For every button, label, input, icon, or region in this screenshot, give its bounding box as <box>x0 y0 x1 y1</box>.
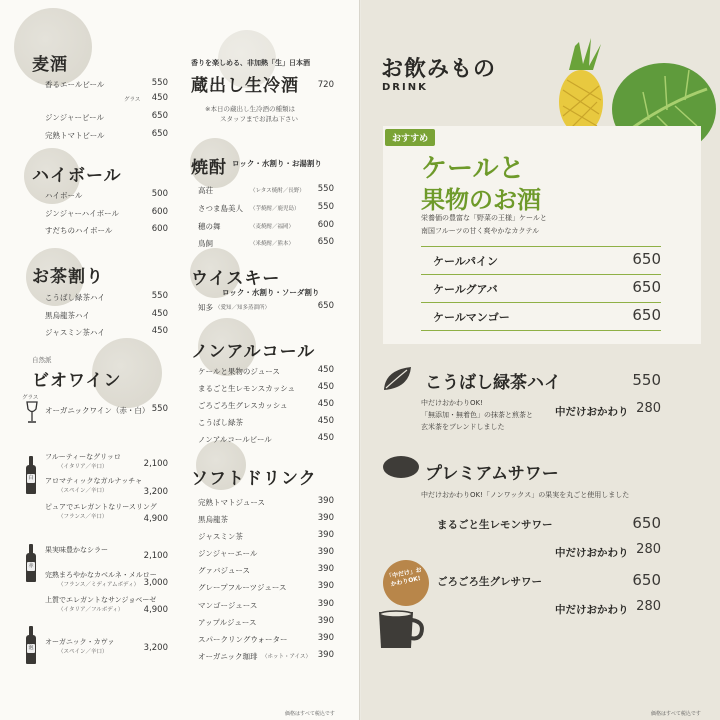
tax-note: 価格はすべて税込です <box>651 711 701 717</box>
red-wine-bottle-icon: 赤 <box>26 544 36 582</box>
menu-item-price: 650 <box>632 514 661 532</box>
menu-item-price: 600 <box>151 207 168 217</box>
refill-ok-note: 中だけおかわりOK! <box>421 399 483 407</box>
menu-item-price: 550 <box>151 78 168 88</box>
kale-description: 栄養価の豊富な「野菜の王様」ケールと <box>421 214 547 222</box>
menu-item-name: ケールグアバ <box>433 283 498 296</box>
wine-origin: （スペイン／辛口） <box>58 488 108 494</box>
section-title-bio-wine: ビオワイン <box>32 371 122 391</box>
menu-item-name: グレープフルーツジュース <box>198 583 287 592</box>
section-title-shochu: 焼酎 <box>191 158 227 178</box>
glass-label: グラス <box>22 395 39 401</box>
menu-item-price: 390 <box>317 650 334 660</box>
wine-name: フルーティーなグリッロ <box>45 453 121 461</box>
premium-sour-title: プレミアムサワー <box>425 464 559 484</box>
wine-origin: （フランス／辛口） <box>58 514 108 520</box>
menu-item-price: 390 <box>317 616 334 626</box>
menu-item-price: 650 <box>151 129 168 139</box>
sake-price: 720 <box>317 80 334 90</box>
menu-item-price: 550 <box>151 291 168 301</box>
divider <box>421 246 661 247</box>
section-title-highball: ハイボール <box>32 166 122 186</box>
menu-item-name: ジャスミン茶ハイ <box>45 328 105 337</box>
wine-origin: （スペイン／辛口） <box>58 649 108 655</box>
page-title: お飲みもの <box>381 57 497 82</box>
menu-item-price: 600 <box>317 220 334 230</box>
menu-item-name: ジンジャーハイボール <box>45 209 119 218</box>
menu-item-price: 550 <box>317 184 334 194</box>
menu-item-price: 650 <box>317 237 334 247</box>
menu-item-origin: （麦焼酎／福岡） <box>250 224 295 230</box>
section-title-sake: 蔵出し生冷酒 <box>191 76 299 96</box>
whisky-serving-styles: ロック・水割り・ソーダ割り <box>222 288 320 297</box>
menu-item-origin: （レタス焼酎／長野） <box>250 188 305 194</box>
menu-item-price: 600 <box>151 224 168 234</box>
menu-item-price: 390 <box>317 530 334 540</box>
green-tea-hi-price: 550 <box>632 371 661 389</box>
menu-item-price: 450 <box>317 365 334 375</box>
menu-item-price: 390 <box>317 547 334 557</box>
menu-item-price: 650 <box>632 571 661 589</box>
menu-item-price: 550 <box>317 202 334 212</box>
sake-note: スタッフまでお訊ね下さい <box>220 115 298 123</box>
menu-item-price: 450 <box>317 433 334 443</box>
divider <box>421 302 661 303</box>
menu-item-name: スパークリングウォーター <box>198 635 288 644</box>
menu-item-name: 高荘 <box>198 186 213 195</box>
menu-item-name: オーガニック珈琲 <box>198 652 258 661</box>
white-wine-bottle-icon: 白 <box>26 456 36 494</box>
menu-item-name: ジャスミン茶 <box>198 532 243 541</box>
menu-item-name: こうばし緑茶 <box>198 418 243 427</box>
menu-item-name: ケールマンゴー <box>433 311 510 324</box>
menu-item-price: 650 <box>632 250 661 268</box>
menu-item-price: 450 <box>151 309 168 319</box>
menu-item-name: 穂の舞 <box>198 222 221 231</box>
wine-price: 3,200 <box>143 643 168 653</box>
menu-item-name: アップルジュース <box>198 618 257 627</box>
section-title-tea-mix: お茶割り <box>32 267 104 287</box>
menu-item-price: 650 <box>632 278 661 296</box>
menu-item-price: 650 <box>151 111 168 121</box>
kale-title-line-1: ケールと <box>421 154 525 184</box>
menu-item-price: 390 <box>317 581 334 591</box>
wine-name: アロマティックなガルナッチャ <box>45 477 143 485</box>
menu-item-name: ジンジャービール <box>45 113 105 122</box>
menu-item-name: ケールと果物のジュース <box>198 367 280 376</box>
menu-item-price: 390 <box>317 633 334 643</box>
green-tea-description: 玄米茶をブレンドしました <box>421 423 505 431</box>
page-subtitle: DRINK <box>382 82 428 93</box>
wine-origin: （フランス／ミディアムボディ） <box>58 582 140 588</box>
menu-item-price: 650 <box>632 306 661 324</box>
refill-label: 中だけおかわり <box>555 406 629 418</box>
sake-tagline: 香りを楽しめる、非加熱「生」日本酒 <box>191 59 310 67</box>
wine-price: 2,100 <box>143 459 168 469</box>
tea-leaf-icon <box>381 364 415 394</box>
wine-name: 完熟まろやかなカベルネ・メルロー <box>45 571 157 579</box>
menu-item-name: 黒烏龍茶 <box>198 515 228 524</box>
menu-item-price: 450 <box>151 93 168 103</box>
wine-name: ピュアでエレガントなリースリング <box>45 503 157 511</box>
menu-item-price: 390 <box>317 564 334 574</box>
refill-price: 280 <box>636 401 661 416</box>
menu-item-name: グァバジュース <box>198 566 250 575</box>
kale-description: 南国フルーツの甘く爽やかなカクテル <box>421 227 540 235</box>
menu-item-name: 完熟トマトビール <box>45 131 105 140</box>
menu-item-price: 550 <box>151 404 168 414</box>
shochu-serving-styles: ロック・水割り・お湯割り <box>232 159 322 168</box>
wine-price: 3,000 <box>143 578 168 588</box>
sake-note: ※本日の蔵出し生冷酒の種類は <box>205 105 295 113</box>
green-tea-hi-title: こうばし緑茶ハイ <box>425 373 561 393</box>
menu-item-price: 390 <box>317 599 334 609</box>
menu-item-name: 香るエールビール <box>45 80 105 89</box>
section-title-soft-drinks: ソフトドリンク <box>191 469 317 489</box>
menu-item-price: 390 <box>317 496 334 506</box>
divider <box>421 330 661 331</box>
menu-item-name: ハイボール <box>45 191 83 200</box>
section-title-non-alcohol: ノンアルコール <box>191 342 316 362</box>
wine-price: 4,900 <box>143 605 168 615</box>
menu-item-name: 黒烏龍茶ハイ <box>45 311 90 320</box>
natural-wine-tag: 自然派 <box>32 356 52 364</box>
lemon-icon <box>381 454 421 480</box>
pineapple-icon <box>559 38 603 134</box>
refill-label: 中だけおかわり <box>555 547 629 559</box>
refill-label: 中だけおかわり <box>555 604 629 616</box>
menu-item-name: すだちのハイボール <box>45 226 113 235</box>
tax-note: 価格はすべて税込です <box>285 711 335 717</box>
refill-price: 280 <box>636 542 661 557</box>
menu-item-price: 450 <box>151 326 168 336</box>
menu-item-name: ケールパイン <box>433 255 499 268</box>
menu-item-name: こうばし緑茶ハイ <box>45 293 105 302</box>
menu-item-price: 450 <box>317 382 334 392</box>
wine-price: 2,100 <box>143 551 168 561</box>
menu-item-name: ジンジャーエール <box>198 549 258 558</box>
wine-price: 3,200 <box>143 487 168 497</box>
menu-item-origin: （ホット・アイス） <box>262 654 311 660</box>
menu-item-name: グラス <box>124 97 141 103</box>
wine-price: 4,900 <box>143 514 168 524</box>
menu-item-name: まるごと生レモンサワー <box>437 519 553 531</box>
menu-item-origin: （愛知／知多蒸溜所） <box>215 305 271 311</box>
drink-menu-right-page <box>361 0 720 720</box>
mug-icon <box>371 606 427 652</box>
menu-item-price: 450 <box>317 416 334 426</box>
menu-item-name: オーガニックワイン（赤・白） <box>45 406 150 415</box>
menu-item-origin: （芋焼酎／鹿児島） <box>250 206 300 212</box>
wine-name: 果実味豊かなシラー <box>45 546 108 554</box>
menu-item-price: 390 <box>317 513 334 523</box>
divider <box>421 274 661 275</box>
menu-item-price: 650 <box>317 301 334 311</box>
menu-item-name: まるごと生レモンスカッシュ <box>198 384 296 393</box>
menu-item-name: マンゴージュース <box>198 601 258 610</box>
wine-glass-icon <box>25 401 39 425</box>
menu-item-price: 500 <box>151 189 168 199</box>
section-title-beer: 麦酒 <box>32 55 68 75</box>
wine-name: オーガニック・カヴァ <box>45 638 115 646</box>
refill-price: 280 <box>636 599 661 614</box>
sparkling-wine-bottle-icon: 泡 <box>26 626 36 664</box>
menu-item-name: 鳥飼 <box>198 239 213 248</box>
wine-origin: （イタリア／フルボディ） <box>58 607 124 613</box>
section-title-whisky: ウイスキー <box>191 269 281 289</box>
wine-name: 上質でエレガントなサンジョベーゼ <box>45 596 157 604</box>
menu-item-name: 完熟トマトジュース <box>198 498 265 507</box>
menu-item-name: 知多 <box>198 303 213 312</box>
menu-item-price: 450 <box>317 399 334 409</box>
menu-item-name: さつま島美人 <box>198 204 243 213</box>
refill-ok-badge: 「中だけ」おかわりOK! <box>379 556 434 611</box>
recommend-tag: おすすめ <box>385 129 435 146</box>
menu-item-origin: （米焼酎／熊本） <box>250 241 295 247</box>
menu-item-name: ノンアルコールビール <box>198 435 272 444</box>
wine-origin: （イタリア／辛口） <box>58 464 108 470</box>
green-tea-description: 「無添加・無着色」の抹茶と煎茶と <box>421 411 533 419</box>
premium-sour-note: 中だけおかわりOK!「ノンワックス」の果実を丸ごと使用しました <box>421 491 630 499</box>
menu-item-name: ごろごろ生グレサワー <box>437 576 542 588</box>
menu-item-name: ごろごろ生グレスカッシュ <box>198 401 288 410</box>
kale-title-line-2: 果物のお酒 <box>421 186 541 214</box>
